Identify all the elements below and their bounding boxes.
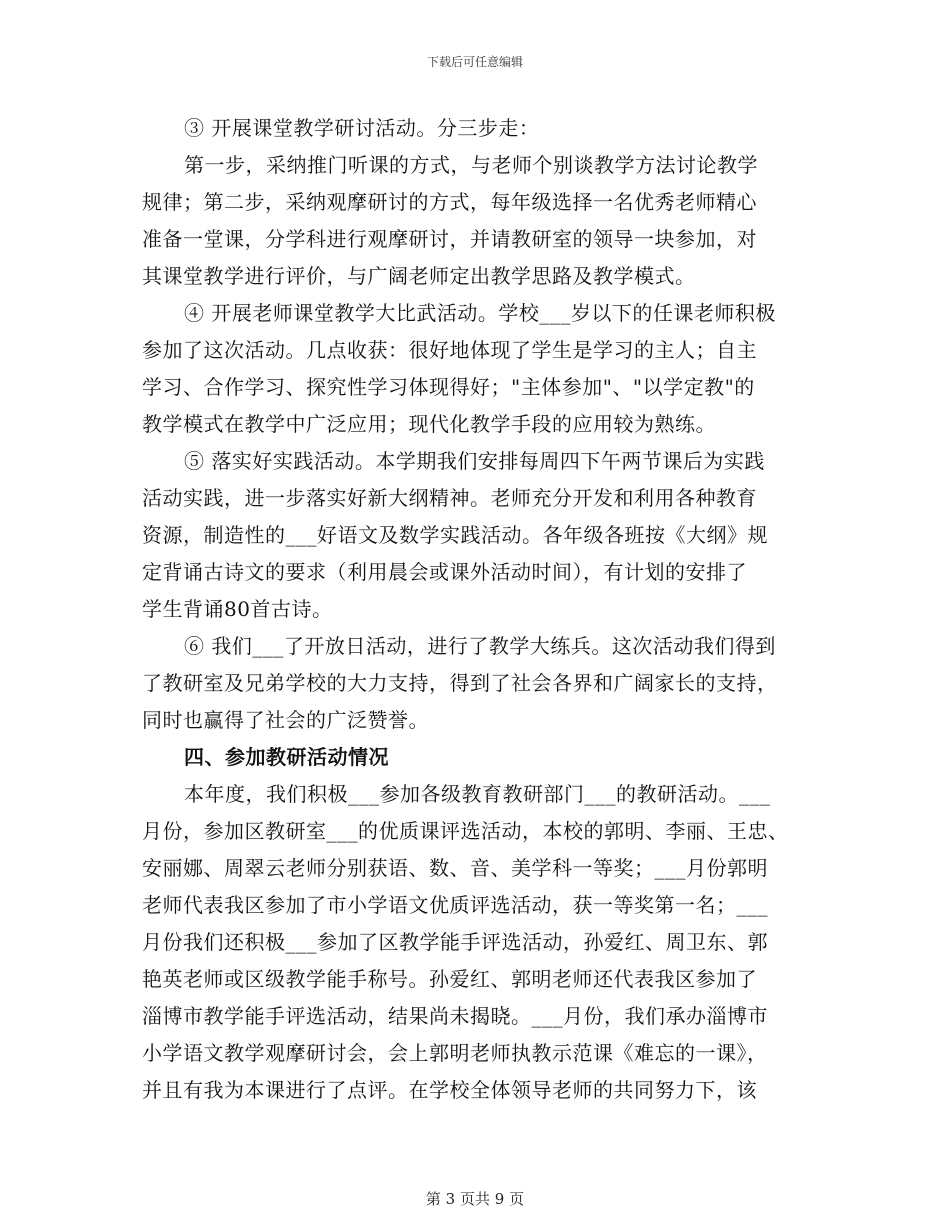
paragraph-line: 活动实践，进一步落实好新大纲精神。老师充分开发和利用各种教育 xyxy=(142,486,757,510)
page-footer: 第 3 页共 9 页 xyxy=(425,1190,525,1208)
paragraph-line: 学习、合作学习、探究性学习体现得好；"主体参加"、"以学定教"的 xyxy=(142,375,755,399)
paragraph-line: 老师代表我区参加了市小学语文优质评选活动，获一等奖第一名；___ xyxy=(142,893,768,917)
paragraph-line: 并且有我为本课进行了点评。在学校全体领导老师的共同努力下，该 xyxy=(142,1078,757,1102)
paragraph-line: 月份，参加区教研室___的优质课评选活动，本校的郭明、李丽、王忠、 xyxy=(142,819,789,843)
paragraph-line: 小学语文教学观摩研讨会，会上郭明老师执教示范课《难忘的一课》， xyxy=(142,1041,768,1065)
paragraph-line: 教学模式在教学中广泛应用；现代化教学手段的应用较为熟练。 xyxy=(142,412,716,436)
paragraph-line: 月份我们还积极___参加了区教学能手评选活动，孙爱红、周卫东、郭 xyxy=(142,930,768,954)
paragraph-line: 同时也赢得了社会的广泛赞誉。 xyxy=(142,708,429,732)
paragraph-line: 定背诵古诗文的要求（利用晨会或课外活动时间），有计划的安排了 xyxy=(142,560,747,584)
paragraph-line: 了教研室及兄弟学校的大力支持，得到了社会各界和广阔家长的支持， xyxy=(142,671,778,695)
paragraph-line: 安丽娜、周翠云老师分别获语、数、音、美学科一等奖；___月份郭明 xyxy=(142,856,768,880)
paragraph-line: 参加了这次活动。几点收获：很好地体现了学生是学习的主人；自主 xyxy=(142,338,757,362)
paragraph-line: ⑥ 我们___了开放日活动，进行了教学大练兵。这次活动我们得到 xyxy=(184,634,776,658)
paragraph-line: 规律；第二步，采纳观摩研讨的方式，每年级选择一名优秀老师精心 xyxy=(142,190,757,214)
paragraph-line: 本年度，我们积极___参加各级教育教研部门___的教研活动。___ xyxy=(184,782,771,806)
paragraph-line: ⑤ 落实好实践活动。本学期我们安排每周四下午两节课后为实践 xyxy=(184,449,765,473)
document-body xyxy=(142,110,822,1109)
paragraph-line: ④ 开展老师课堂教学大比武活动。学校___岁以下的任课老师积极 xyxy=(184,301,776,325)
page-header: 下载后可任意编辑 xyxy=(426,55,523,69)
paragraph-line: ③ 开展课堂教学研讨活动。分三步走： xyxy=(184,116,540,140)
paragraph-line: 其课堂教学进行评价，与广阔老师定出教学思路及教学模式。 xyxy=(142,264,696,288)
paragraph-line: 淄博市教学能手评选活动，结果尚未揭晓。___月份，我们承办淄博市 xyxy=(142,1004,768,1028)
paragraph-line: 资源，制造性的___好语文及数学实践活动。各年级各班按《大纲》规 xyxy=(142,523,768,547)
paragraph-line: 艳英老师或区级教学能手称号。孙爱红、郭明老师还代表我区参加了 xyxy=(142,967,757,991)
paragraph-line: 学生背诵80首古诗。 xyxy=(142,597,333,621)
paragraph-line: 准备一堂课，分学科进行观摩研讨，并请教研室的领导一块参加，对 xyxy=(142,227,757,251)
paragraph-line: 第一步，采纳推门听课的方式，与老师个别谈教学方法讨论教学 xyxy=(184,153,758,177)
section-heading: 四、参加教研活动情况 xyxy=(184,745,389,769)
